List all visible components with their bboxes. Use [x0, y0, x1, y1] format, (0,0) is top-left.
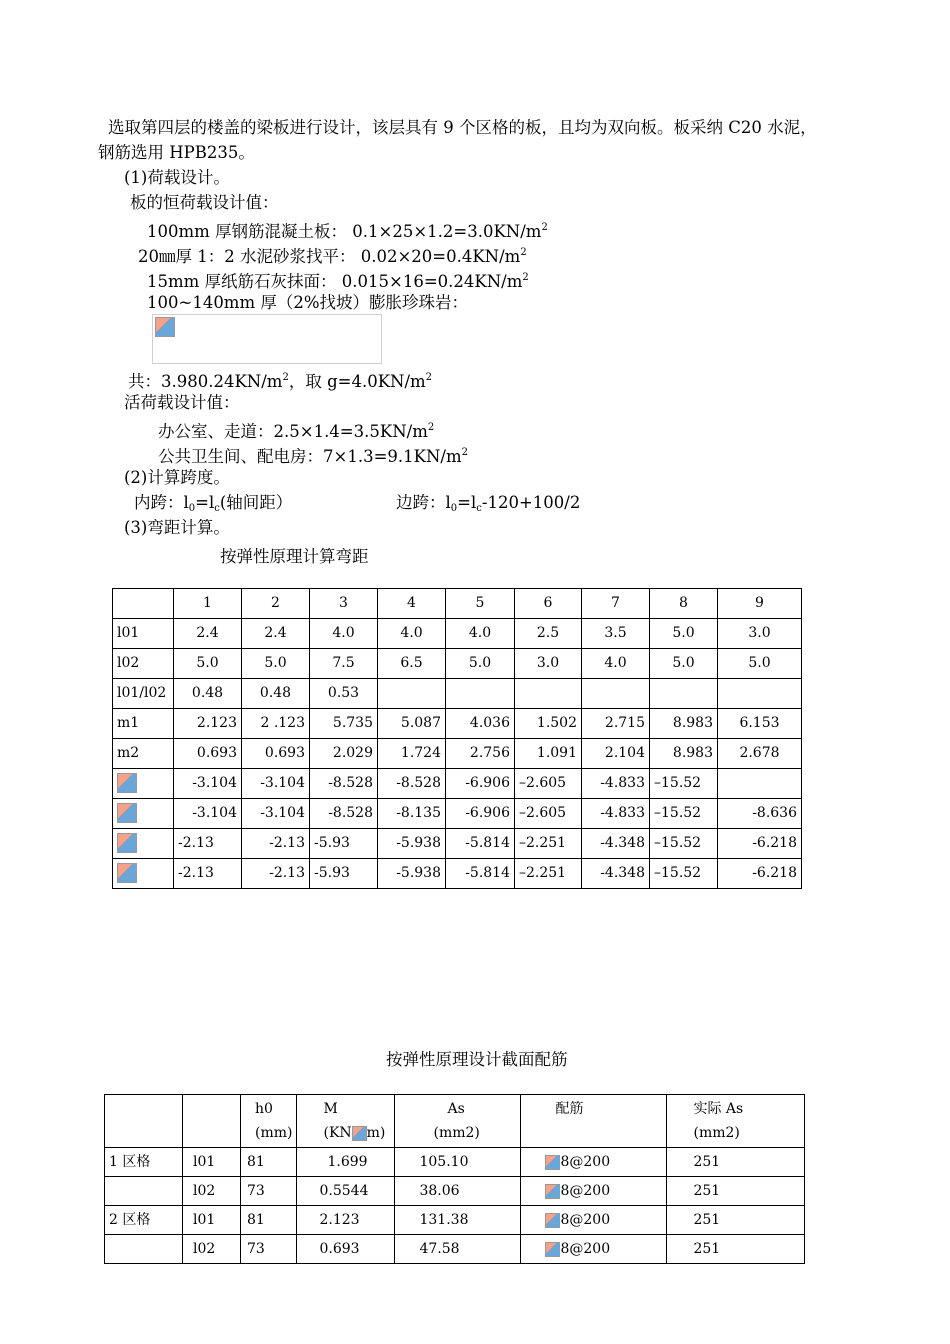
- table-cell: 7.5: [310, 649, 378, 679]
- table-cell: -4.833: [582, 769, 650, 799]
- section-span: (2)计算跨度。: [124, 468, 230, 487]
- table-row: [113, 649, 802, 679]
- table-row: [105, 1148, 805, 1177]
- dead-load-title: 板的恒荷载设计值：: [130, 193, 279, 212]
- edge-span: 边跨：$l_0=l_c-120+100/2$: [396, 493, 581, 514]
- broken-image-icon: [352, 1126, 367, 1141]
- table-cell: 0.693: [174, 739, 242, 769]
- table-cell: 4.0: [378, 619, 446, 649]
- live-load-1: 办公室、走道：$2.5\times 1.4=3.5KN/m^2$: [158, 422, 435, 441]
- table-cell: -6.906: [446, 799, 515, 829]
- table-cell: 4.0: [310, 619, 378, 649]
- table-cell: -6.906: [446, 769, 515, 799]
- table-cell: [105, 1095, 183, 1148]
- table-cell: [183, 1095, 241, 1148]
- table-row: [113, 859, 802, 889]
- table-cell: 3.0: [515, 649, 582, 679]
- table-cell: [446, 679, 515, 709]
- table-cell: 3.5: [582, 619, 650, 649]
- table-cell: -2.13: [174, 829, 242, 859]
- table-cell: -5.814: [446, 859, 515, 889]
- table-row: [105, 1206, 805, 1235]
- table-cell: -5.814: [446, 829, 515, 859]
- live-load-title: 活荷载设计值：: [124, 393, 240, 412]
- table-cell: -8.135: [378, 799, 446, 829]
- table1-caption: 按弹性原理计算弯距: [220, 547, 369, 566]
- table-cell: [718, 769, 802, 799]
- table-cell: 6.153: [718, 709, 802, 739]
- table-cell: 2: [242, 589, 310, 619]
- table-cell: 251: [667, 1206, 805, 1235]
- table-cell: -8.528: [310, 769, 378, 799]
- table-cell: [113, 589, 174, 619]
- table-cell: M (KN m): [297, 1095, 395, 1148]
- table-cell: 2.4: [174, 619, 242, 649]
- table-cell: 8.983: [650, 739, 718, 769]
- table-cell: 2.104: [582, 739, 650, 769]
- table-cell: 3: [310, 589, 378, 619]
- table-cell: 2.123: [174, 709, 242, 739]
- table-cell: 2.4: [242, 619, 310, 649]
- broken-image-icon: [545, 1155, 560, 1170]
- table-cell: 2.715: [582, 709, 650, 739]
- table-cell: –2.251: [515, 859, 582, 889]
- table-cell: 5.087: [378, 709, 446, 739]
- table-header-row: [113, 589, 802, 619]
- table-cell: –2.605: [515, 799, 582, 829]
- table-cell: [650, 679, 718, 709]
- table-cell: l02: [183, 1177, 241, 1206]
- table-cell: -6.218: [718, 859, 802, 889]
- table-cell: 251: [667, 1235, 805, 1264]
- table-cell: 5.0: [650, 619, 718, 649]
- table-row-label: l02: [113, 649, 174, 679]
- table-cell: 0.693: [242, 739, 310, 769]
- table-row: [113, 709, 802, 739]
- table-cell: [378, 679, 446, 709]
- dead-load-1: 100mm 厚钢筋混凝土板： $0.1\times 25\times 1.2=3.0KN/m^2$: [147, 222, 548, 241]
- table-cell: –15.52: [650, 799, 718, 829]
- reinforcement-table: [104, 1094, 805, 1264]
- broken-image-icon: [545, 1184, 560, 1199]
- table-cell: 5.0: [242, 649, 310, 679]
- inner-span: 内跨：$l_0=l_c$(轴间距）: [134, 493, 293, 514]
- table-cell: 2.678: [718, 739, 802, 769]
- broken-image-icon: [117, 803, 137, 823]
- table-cell: 8.983: [650, 709, 718, 739]
- table-cell: 81: [241, 1148, 297, 1177]
- table-cell: -5.938: [378, 859, 446, 889]
- table-cell: 5.0: [718, 649, 802, 679]
- table-row: [113, 679, 802, 709]
- moment-table: [112, 588, 802, 889]
- table-cell: -3.104: [174, 769, 242, 799]
- table-row: [113, 739, 802, 769]
- table-cell: 1.502: [515, 709, 582, 739]
- broken-image-icon: [117, 833, 137, 853]
- broken-image-icon: [155, 317, 175, 337]
- table-cell: -4.833: [582, 799, 650, 829]
- table-cell: 0.48: [174, 679, 242, 709]
- dead-load-4: 100~140mm 厚（2%找坡）膨胀珍珠岩：: [147, 293, 469, 312]
- table-cell: –2.251: [515, 829, 582, 859]
- table-row-label: [113, 799, 174, 829]
- table-cell: 0.48: [242, 679, 310, 709]
- table-cell: l01: [183, 1148, 241, 1177]
- table-cell: –2.605: [515, 769, 582, 799]
- table-cell: -8.528: [310, 799, 378, 829]
- table-row: [113, 799, 802, 829]
- intro-line-1: 选取第四层的楼盖的梁板进行设计，该层具有 9 个区格的板，且均为双向板。板采纳 C20 水泥，: [108, 118, 817, 137]
- intro-line-2: 钢筋选用 HPB235。: [98, 143, 255, 162]
- table-cell: -5.938: [378, 829, 446, 859]
- table-cell: 0.693: [297, 1235, 395, 1264]
- table-cell: 2.123: [297, 1206, 395, 1235]
- formula-image-box: [152, 314, 382, 364]
- table-cell: 251: [667, 1177, 805, 1206]
- dead-load-3: 15mm 厚纸筋石灰抹面： $0.015\times 16=0.24KN/m^2$: [147, 272, 529, 291]
- table-cell: -5.93: [310, 829, 378, 859]
- table-cell: –15.52: [650, 829, 718, 859]
- table-cell: 3.0: [718, 619, 802, 649]
- table-cell: 38.06: [395, 1177, 521, 1206]
- table-cell: -3.104: [242, 799, 310, 829]
- table-row: [113, 829, 802, 859]
- table-cell: 4: [378, 589, 446, 619]
- table-cell: 8@200: [521, 1148, 667, 1177]
- table-row: [113, 769, 802, 799]
- table-cell: 2 区格: [105, 1206, 183, 1235]
- table-cell: 1.699: [297, 1148, 395, 1177]
- section-load-design: (1)荷载设计。: [124, 168, 230, 187]
- broken-image-icon: [545, 1242, 560, 1257]
- table-cell: -3.104: [242, 769, 310, 799]
- table-cell: –15.52: [650, 769, 718, 799]
- live-load-2: 公共卫生间、配电房：$7\times 1.3=9.1KN/m^2$: [158, 447, 468, 466]
- table-cell: [582, 679, 650, 709]
- table-header-row: [105, 1095, 805, 1148]
- table-cell: l02: [183, 1235, 241, 1264]
- table-cell: –15.52: [650, 859, 718, 889]
- table-cell: 0.53: [310, 679, 378, 709]
- table-cell: -3.104: [174, 799, 242, 829]
- table-row-label: m2: [113, 739, 174, 769]
- table-cell: As (mm2): [395, 1095, 521, 1148]
- table-row-label: [113, 859, 174, 889]
- table-cell: -8.636: [718, 799, 802, 829]
- table-cell: 7: [582, 589, 650, 619]
- table-cell: -8.528: [378, 769, 446, 799]
- table-cell: 1.091: [515, 739, 582, 769]
- table-cell: 2.5: [515, 619, 582, 649]
- table-cell: 2.756: [446, 739, 515, 769]
- table-cell: 4.036: [446, 709, 515, 739]
- table-cell: 6: [515, 589, 582, 619]
- table-cell: 5.0: [446, 649, 515, 679]
- table-cell: [105, 1177, 183, 1206]
- table-cell: -2.13: [242, 829, 310, 859]
- table-cell: 5.0: [650, 649, 718, 679]
- table-cell: 251: [667, 1148, 805, 1177]
- table-cell: 73: [241, 1235, 297, 1264]
- table-cell: -4.348: [582, 859, 650, 889]
- table-row-label: [113, 829, 174, 859]
- table-cell: 6.5: [378, 649, 446, 679]
- table-cell: [515, 679, 582, 709]
- table-cell: 5.0: [174, 649, 242, 679]
- table-cell: 105.10: [395, 1148, 521, 1177]
- section-moment: (3)弯距计算。: [124, 518, 230, 537]
- table-cell: 8@200: [521, 1177, 667, 1206]
- table-cell: 4.0: [582, 649, 650, 679]
- table-cell: 8@200: [521, 1235, 667, 1264]
- table-cell: 1 区格: [105, 1148, 183, 1177]
- table-cell: [718, 679, 802, 709]
- table-cell: 9: [718, 589, 802, 619]
- table-cell: 实际 As (mm2): [667, 1095, 805, 1148]
- table-cell: -4.348: [582, 829, 650, 859]
- table-cell: 4.0: [446, 619, 515, 649]
- table-cell: 8@200: [521, 1206, 667, 1235]
- table-row: [105, 1177, 805, 1206]
- table-cell: -2.13: [242, 859, 310, 889]
- table-cell: 1.724: [378, 739, 446, 769]
- table-cell: [105, 1235, 183, 1264]
- table-cell: 2.029: [310, 739, 378, 769]
- table-cell: 47.58: [395, 1235, 521, 1264]
- table-row: [105, 1235, 805, 1264]
- table-cell: 1: [174, 589, 242, 619]
- broken-image-icon: [545, 1213, 560, 1228]
- dead-load-2: 20㎜厚 1：2 水泥砂浆找平： $0.02\times 20=0.4KN/m^2$: [138, 247, 527, 266]
- dead-load-total: 共：$3.980.24KN/m^2$，取 $g=4.0KN/m^2$: [128, 372, 433, 391]
- table-cell: 5: [446, 589, 515, 619]
- table-cell: 配筋: [521, 1095, 667, 1148]
- table-cell: 73: [241, 1177, 297, 1206]
- table-cell: 131.38: [395, 1206, 521, 1235]
- table-row-label: l01: [113, 619, 174, 649]
- table2-caption: 按弹性原理设计截面配筋: [386, 1050, 568, 1069]
- table-cell: 81: [241, 1206, 297, 1235]
- broken-image-icon: [117, 773, 137, 793]
- table-cell: -5.93: [310, 859, 378, 889]
- table-cell: h0 (mm): [241, 1095, 297, 1148]
- table-row: [113, 619, 802, 649]
- table-cell: 0.5544: [297, 1177, 395, 1206]
- broken-image-icon: [117, 863, 137, 883]
- table-cell: 5.735: [310, 709, 378, 739]
- table-cell: 8: [650, 589, 718, 619]
- table-row-label: [113, 769, 174, 799]
- table-row-label: m1: [113, 709, 174, 739]
- table-cell: -2.13: [174, 859, 242, 889]
- table-row-label: l01/l02: [113, 679, 174, 709]
- table-cell: 2 .123: [242, 709, 310, 739]
- table-cell: l01: [183, 1206, 241, 1235]
- table-cell: -6.218: [718, 829, 802, 859]
